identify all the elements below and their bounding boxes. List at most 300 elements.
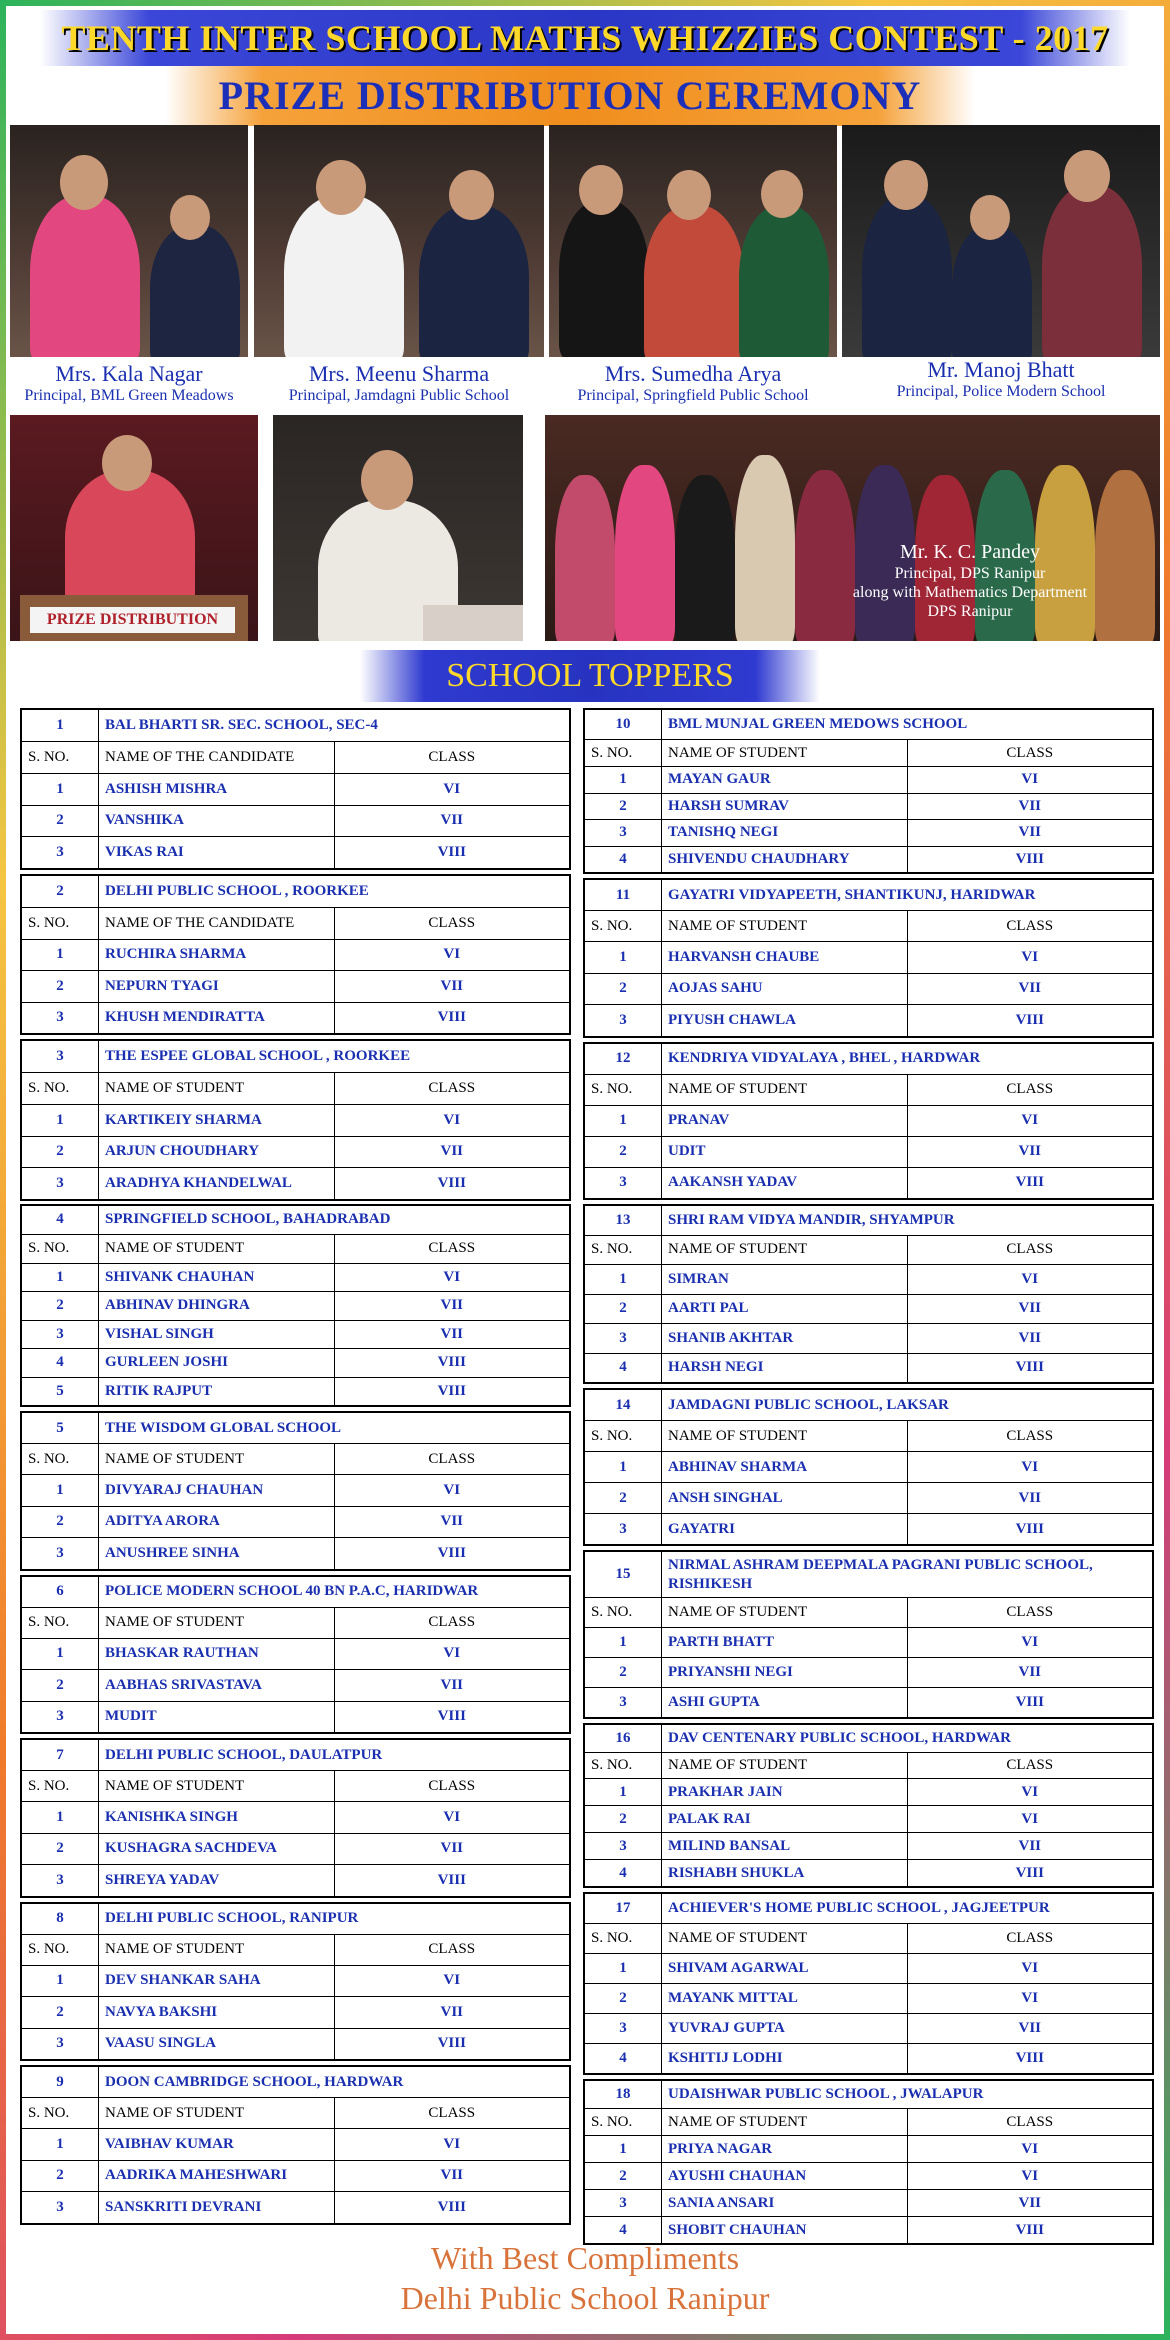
student-name: HARVANSH CHAUBE <box>662 942 908 974</box>
school-block <box>583 1723 1154 1888</box>
school-block <box>20 1411 571 1571</box>
student-class: VIII <box>907 1514 1153 1545</box>
header-sno: S. NO. <box>22 1607 99 1638</box>
student-name: SANSKRITI DEVRANI <box>99 2192 335 2224</box>
student-sno: 2 <box>585 2163 662 2190</box>
student-sno: 1 <box>22 939 99 971</box>
student-class: VI <box>907 2136 1153 2163</box>
school-name: POLICE MODERN SCHOOL 40 BN P.A.C, HARIDWAR <box>99 1576 570 1607</box>
student-sno: 1 <box>22 1965 99 1997</box>
table-row <box>585 767 1153 794</box>
caption-meenu-sharma <box>254 362 544 406</box>
school-title-row <box>585 2081 1153 2109</box>
student-class: VI <box>907 1806 1153 1833</box>
student-name: GURLEEN JOSHI <box>99 1349 335 1378</box>
header-name: NAME OF STUDENT <box>99 1607 335 1638</box>
school-block <box>20 1575 571 1735</box>
student-sno: 2 <box>585 1294 662 1324</box>
student-class: VII <box>907 2014 1153 2044</box>
student-class: VIII <box>334 1377 570 1406</box>
student-sno: 2 <box>22 1506 99 1538</box>
student-name: KHUSH MENDIRATTA <box>99 1002 335 1034</box>
student-class: VII <box>334 1833 570 1865</box>
student-name: SHIVAM AGARWAL <box>662 1954 908 1984</box>
student-name: SANIA ANSARI <box>662 2190 908 2217</box>
table-row <box>585 1483 1153 1514</box>
header-name: NAME OF STUDENT <box>662 1074 908 1105</box>
school-title-row <box>22 1576 570 1607</box>
header-class: CLASS <box>334 1771 570 1802</box>
table-row <box>585 1658 1153 1688</box>
table-header-row <box>22 1607 570 1638</box>
header-name: NAME OF STUDENT <box>99 2098 335 2129</box>
student-name: HARSH NEGI <box>662 1353 908 1383</box>
student-name: AABHAS SRIVASTAVA <box>99 1670 335 1702</box>
student-name: VANSHIKA <box>99 805 335 837</box>
table-row <box>22 1997 570 2029</box>
student-name: AARTI PAL <box>662 1294 908 1324</box>
school-block <box>583 708 1154 874</box>
student-sno: 3 <box>22 1168 99 1200</box>
school-name: DAV CENTENARY PUBLIC SCHOOL, HARDWAR <box>662 1725 1153 1753</box>
student-sno: 2 <box>22 2160 99 2192</box>
table-row <box>22 1136 570 1168</box>
student-sno: 2 <box>22 1136 99 1168</box>
header-class: CLASS <box>334 1073 570 1105</box>
table-row <box>22 971 570 1003</box>
guest-role: Principal, Springfield Public School <box>577 387 809 404</box>
student-name: SHIVENDU CHAUDHARY <box>662 846 908 873</box>
table-row <box>585 1779 1153 1806</box>
school-title-row <box>22 1903 570 1934</box>
ceremony-subtitle: PRIZE DISTRIBUTION CEREMONY <box>165 66 975 126</box>
table-header-row <box>22 1934 570 1965</box>
student-sno: 2 <box>585 1806 662 1833</box>
student-class: VIII <box>334 837 570 869</box>
table-row <box>22 939 570 971</box>
student-class: VII <box>907 793 1153 820</box>
school-name: GAYATRI VIDYAPEETH, SHANTIKUNJ, HARIDWAR <box>662 880 1153 911</box>
header-class: CLASS <box>334 742 570 774</box>
header-name: NAME OF STUDENT <box>662 740 908 767</box>
student-class: VI <box>907 942 1153 974</box>
student-sno: 1 <box>22 774 99 806</box>
student-name: AOJAS SAHU <box>662 973 908 1005</box>
header-class: CLASS <box>334 907 570 939</box>
student-sno: 2 <box>22 1670 99 1702</box>
school-block <box>583 1042 1154 1200</box>
student-class: VI <box>334 1802 570 1834</box>
student-sno: 2 <box>585 973 662 1005</box>
student-sno: 3 <box>22 837 99 869</box>
school-number: 6 <box>22 1576 99 1607</box>
school-title-row <box>585 1894 1153 1924</box>
student-name: AADRIKA MAHESHWARI <box>99 2160 335 2192</box>
school-number: 5 <box>22 1413 99 1444</box>
school-block <box>20 1039 571 1201</box>
student-sno: 3 <box>585 1833 662 1860</box>
student-name: DIVYARAJ CHAUHAN <box>99 1475 335 1507</box>
school-title-row <box>585 1205 1153 1235</box>
guest-role: Principal, BML Green Meadows <box>24 387 234 404</box>
student-sno: 3 <box>585 820 662 847</box>
table-row <box>22 2192 570 2224</box>
student-sno: 1 <box>22 1105 99 1137</box>
student-class: VII <box>907 1324 1153 1354</box>
student-name: AAKANSH YADAV <box>662 1167 908 1198</box>
header-class: CLASS <box>334 2098 570 2129</box>
student-name: ANSH SINGHAL <box>662 1483 908 1514</box>
student-class: VII <box>334 1320 570 1349</box>
student-sno: 1 <box>585 1779 662 1806</box>
student-class: VIII <box>334 2028 570 2060</box>
photo-manoj-bhatt <box>842 125 1160 357</box>
student-class: VI <box>334 1263 570 1292</box>
table-header-row <box>22 1771 570 1802</box>
student-name: KANISHKA SINGH <box>99 1802 335 1834</box>
table-row <box>22 1349 570 1378</box>
student-name: MAYANK MITTAL <box>662 1984 908 2014</box>
school-block <box>583 878 1154 1038</box>
table-row <box>585 1806 1153 1833</box>
school-number: 14 <box>585 1390 662 1421</box>
table-row <box>22 1506 570 1538</box>
table-row <box>22 1263 570 1292</box>
header-name: NAME OF STUDENT <box>662 1598 908 1628</box>
table-row <box>22 1701 570 1733</box>
student-class: VII <box>334 971 570 1003</box>
student-class: VII <box>907 820 1153 847</box>
table-header-row <box>585 1074 1153 1105</box>
student-name: RISHABH SHUKLA <box>662 1860 908 1887</box>
header-sno: S. NO. <box>585 1235 662 1265</box>
school-number: 7 <box>22 1740 99 1771</box>
student-sno: 5 <box>22 1377 99 1406</box>
header-name: NAME OF STUDENT <box>662 2109 908 2136</box>
student-class: VIII <box>334 1349 570 1378</box>
photo-podium-speaker <box>10 415 258 641</box>
header-name: NAME OF STUDENT <box>662 1235 908 1265</box>
school-name: ACHIEVER'S HOME PUBLIC SCHOOL , JAGJEETPUR <box>662 1894 1153 1924</box>
caption-kc-pandey <box>835 540 1105 621</box>
student-sno: 1 <box>585 767 662 794</box>
school-number: 12 <box>585 1043 662 1074</box>
student-class: VII <box>334 1670 570 1702</box>
table-row <box>22 1670 570 1702</box>
table-row <box>22 1105 570 1137</box>
header-sno: S. NO. <box>585 911 662 942</box>
student-class: VI <box>334 2129 570 2161</box>
student-name: VISHAL SINGH <box>99 1320 335 1349</box>
header-sno: S. NO. <box>585 1924 662 1954</box>
caption-manoj-bhatt <box>842 358 1160 402</box>
table-header-row <box>22 1444 570 1475</box>
footer-compliments: With Best Compliments <box>430 2240 740 2276</box>
student-name: PRIYA NAGAR <box>662 2136 908 2163</box>
student-name: VAASU SINGLA <box>99 2028 335 2060</box>
student-name: NEPURN TYAGI <box>99 971 335 1003</box>
student-class: VI <box>907 1105 1153 1136</box>
school-title-row <box>22 2067 570 2098</box>
table-row <box>22 1865 570 1897</box>
table-row <box>22 1638 570 1670</box>
school-name: BML MUNJAL GREEN MEDOWS SCHOOL <box>662 710 1153 740</box>
header-class: CLASS <box>334 1607 570 1638</box>
student-sno: 3 <box>585 1688 662 1718</box>
header-class: CLASS <box>907 1235 1153 1265</box>
school-name: JAMDAGNI PUBLIC SCHOOL, LAKSAR <box>662 1390 1153 1421</box>
table-row <box>22 1475 570 1507</box>
header-sno: S. NO. <box>22 1234 99 1263</box>
header-name: NAME OF STUDENT <box>99 1073 335 1105</box>
student-sno: 2 <box>22 805 99 837</box>
student-name: KSHITIJ LODHI <box>662 2044 908 2074</box>
header-class: CLASS <box>334 1934 570 1965</box>
student-sno: 4 <box>585 2044 662 2074</box>
student-class: VIII <box>334 1701 570 1733</box>
table-row <box>585 1353 1153 1383</box>
student-name: PALAK RAI <box>662 1806 908 1833</box>
table-header-row <box>585 1598 1153 1628</box>
school-name: DELHI PUBLIC SCHOOL, RANIPUR <box>99 1903 570 1934</box>
school-title-row <box>22 1413 570 1444</box>
table-row <box>22 837 570 869</box>
student-name: UDIT <box>662 1136 908 1167</box>
student-name: ARADHYA KHANDELWAL <box>99 1168 335 1200</box>
school-name: DELHI PUBLIC SCHOOL , ROORKEE <box>99 875 570 907</box>
student-class: VII <box>907 1833 1153 1860</box>
table-row <box>585 1452 1153 1483</box>
student-sno: 3 <box>22 1320 99 1349</box>
student-class: VI <box>334 939 570 971</box>
student-name: PRAKHAR JAIN <box>662 1779 908 1806</box>
student-name: PRANAV <box>662 1105 908 1136</box>
header-sno: S. NO. <box>22 2098 99 2129</box>
header-name: NAME OF STUDENT <box>662 1421 908 1452</box>
student-class: VI <box>907 2163 1153 2190</box>
student-class: VI <box>907 1452 1153 1483</box>
student-name: ANUSHREE SINHA <box>99 1538 335 1570</box>
table-row <box>22 1168 570 1200</box>
header-class: CLASS <box>907 1421 1153 1452</box>
student-name: ARJUN CHOUDHARY <box>99 1136 335 1168</box>
school-number: 3 <box>22 1041 99 1073</box>
table-row <box>22 1538 570 1570</box>
student-class: VII <box>334 805 570 837</box>
school-number: 8 <box>22 1903 99 1934</box>
table-row <box>585 1514 1153 1545</box>
student-class: VI <box>334 1638 570 1670</box>
student-sno: 1 <box>22 1802 99 1834</box>
header-class: CLASS <box>334 1444 570 1475</box>
student-class: VI <box>334 1105 570 1137</box>
student-class: VI <box>907 1954 1153 1984</box>
student-sno: 2 <box>22 1997 99 2029</box>
header-sno: S. NO. <box>585 1598 662 1628</box>
table-header-row <box>585 740 1153 767</box>
header-name: NAME OF STUDENT <box>99 1934 335 1965</box>
student-name: NAVYA BAKSHI <box>99 1997 335 2029</box>
school-number: 15 <box>585 1552 662 1598</box>
student-sno: 1 <box>585 1265 662 1295</box>
contest-title: TENTH INTER SCHOOL MATHS WHIZZIES CONTEST - 2017 <box>40 10 1130 66</box>
school-name: THE ESPEE GLOBAL SCHOOL , ROORKEE <box>99 1041 570 1073</box>
school-block <box>20 874 571 1036</box>
header-sno: S. NO. <box>22 1934 99 1965</box>
school-title-row <box>585 880 1153 911</box>
school-title-row <box>585 1043 1153 1074</box>
student-class: VI <box>334 1965 570 1997</box>
footer-school-name: Delhi Public School Ranipur <box>400 2280 770 2316</box>
table-row <box>585 2163 1153 2190</box>
school-title-row <box>22 1740 570 1771</box>
student-class: VII <box>334 1136 570 1168</box>
table-row <box>22 774 570 806</box>
student-class: VIII <box>334 1538 570 1570</box>
student-name: ABHINAV DHINGRA <box>99 1292 335 1321</box>
student-sno: 2 <box>585 1658 662 1688</box>
podium-sign: PRIZE DISTRIBUTION <box>30 607 235 633</box>
student-sno: 3 <box>585 2190 662 2217</box>
student-name: VAIBHAV KUMAR <box>99 2129 335 2161</box>
student-class: VI <box>334 1475 570 1507</box>
school-block <box>20 2065 571 2225</box>
student-sno: 4 <box>585 846 662 873</box>
student-name: ASHI GUPTA <box>662 1688 908 1718</box>
header-sno: S. NO. <box>22 1073 99 1105</box>
table-row <box>22 1002 570 1034</box>
school-block <box>583 1892 1154 2075</box>
guest-name: Mr. K. C. Pandey <box>900 541 1040 563</box>
student-name: VIKAS RAI <box>99 837 335 869</box>
student-name: ADITYA ARORA <box>99 1506 335 1538</box>
header-sno: S. NO. <box>585 740 662 767</box>
student-name: MILIND BANSAL <box>662 1833 908 1860</box>
school-number: 9 <box>22 2067 99 2098</box>
guest-role-line2: along with Mathematics Department <box>852 584 1088 601</box>
student-name: SHREYA YADAV <box>99 1865 335 1897</box>
table-row <box>585 1954 1153 1984</box>
student-class: VIII <box>907 1860 1153 1887</box>
table-row <box>585 1688 1153 1718</box>
table-header-row <box>22 1073 570 1105</box>
school-name: DOON CAMBRIDGE SCHOOL, HARDWAR <box>99 2067 570 2098</box>
student-name: BHASKAR RAUTHAN <box>99 1638 335 1670</box>
student-sno: 1 <box>22 1263 99 1292</box>
table-header-row <box>585 2109 1153 2136</box>
header-name: NAME OF THE CANDIDATE <box>99 907 335 939</box>
student-class: VII <box>907 1136 1153 1167</box>
table-header-row <box>585 1421 1153 1452</box>
table-row <box>585 1005 1153 1037</box>
school-block <box>20 708 571 870</box>
table-row <box>585 1860 1153 1887</box>
student-sno: 4 <box>585 1860 662 1887</box>
student-name: SHOBIT CHAUHAN <box>662 2217 908 2244</box>
header-name: NAME OF THE CANDIDATE <box>99 742 335 774</box>
student-name: SHIVANK CHAUHAN <box>99 1263 335 1292</box>
student-sno: 1 <box>585 1452 662 1483</box>
student-sno: 1 <box>22 1475 99 1507</box>
student-class: VII <box>907 1483 1153 1514</box>
table-row <box>22 1320 570 1349</box>
student-class: VIII <box>907 1005 1153 1037</box>
student-name: RITIK RAJPUT <box>99 1377 335 1406</box>
header-sno: S. NO. <box>585 1421 662 1452</box>
student-class: VIII <box>907 846 1153 873</box>
header-name: NAME OF STUDENT <box>662 911 908 942</box>
section-title-school-toppers: SCHOOL TOPPERS <box>360 650 820 702</box>
photo-kala-nagar <box>10 125 248 357</box>
student-sno: 3 <box>22 1701 99 1733</box>
header-sno: S. NO. <box>22 907 99 939</box>
student-class: VIII <box>907 1353 1153 1383</box>
table-row <box>585 1265 1153 1295</box>
school-block <box>20 1738 571 1898</box>
student-name: ASHISH MISHRA <box>99 774 335 806</box>
school-title-row <box>22 1041 570 1073</box>
guest-name: Mrs. Sumedha Arya <box>604 361 782 386</box>
student-sno: 1 <box>585 942 662 974</box>
table-header-row <box>585 911 1153 942</box>
student-sno: 3 <box>22 1865 99 1897</box>
table-header-row <box>585 1753 1153 1779</box>
header-class: CLASS <box>907 1074 1153 1105</box>
header-class: CLASS <box>907 1598 1153 1628</box>
student-class: VII <box>334 1506 570 1538</box>
table-row <box>22 1802 570 1834</box>
school-title-row <box>585 1725 1153 1753</box>
table-row <box>585 1294 1153 1324</box>
school-title-row <box>22 875 570 907</box>
header-sno: S. NO. <box>22 1771 99 1802</box>
guest-role: Principal, Police Modern School <box>896 383 1106 400</box>
school-block <box>20 1902 571 2062</box>
student-class: VIII <box>334 1865 570 1897</box>
header-name: NAME OF STUDENT <box>99 1444 335 1475</box>
table-row <box>585 942 1153 974</box>
photo-meenu-sharma <box>254 125 544 357</box>
caption-kala-nagar <box>10 362 248 406</box>
header-sno: S. NO. <box>22 1444 99 1475</box>
table-row <box>585 1324 1153 1354</box>
student-class: VIII <box>907 1167 1153 1198</box>
school-title-row <box>585 1390 1153 1421</box>
student-class: VI <box>334 774 570 806</box>
school-name: UDAISHWAR PUBLIC SCHOOL , JWALAPUR <box>662 2081 1153 2109</box>
toppers-right-column <box>583 708 1154 2249</box>
table-row <box>22 2028 570 2060</box>
student-sno: 2 <box>22 1833 99 1865</box>
header-sno: S. NO. <box>22 742 99 774</box>
table-row <box>585 820 1153 847</box>
student-sno: 3 <box>22 2028 99 2060</box>
guest-name: Mrs. Meenu Sharma <box>308 361 490 386</box>
table-header-row <box>585 1235 1153 1265</box>
student-sno: 4 <box>22 1349 99 1378</box>
student-class: VII <box>907 973 1153 1005</box>
table-row <box>585 1105 1153 1136</box>
table-row <box>585 973 1153 1005</box>
header-sno: S. NO. <box>585 1753 662 1779</box>
header-class: CLASS <box>907 1924 1153 1954</box>
header-name: NAME OF STUDENT <box>99 1234 335 1263</box>
school-name: THE WISDOM GLOBAL SCHOOL <box>99 1413 570 1444</box>
student-class: VIII <box>334 2192 570 2224</box>
student-name: RUCHIRA SHARMA <box>99 939 335 971</box>
table-row <box>585 1136 1153 1167</box>
header-name: NAME OF STUDENT <box>662 1753 908 1779</box>
